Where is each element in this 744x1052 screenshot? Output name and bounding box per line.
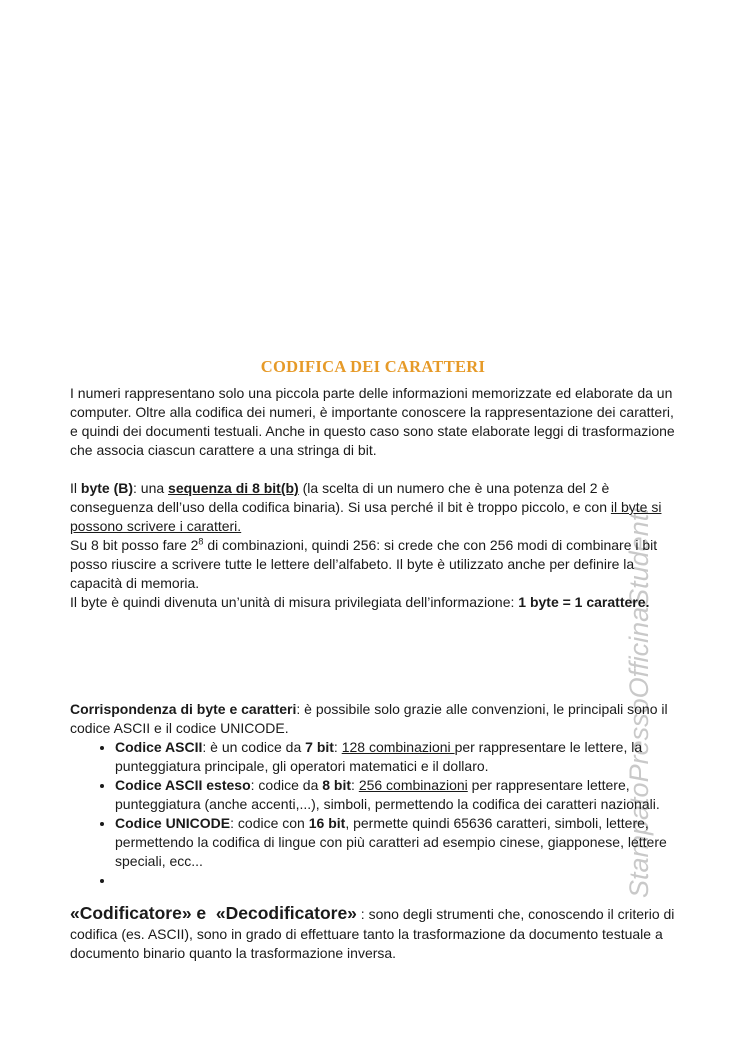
list-item-codice-ascii-esteso: • Codice ASCII esteso: codice da 8 bit: 256 combinazioni per rappresentare lettere, punteggiatura (anche accenti,...), simboli, permettendo la codifica dei caratteri nazionali. [115, 776, 676, 814]
blank-line [70, 460, 676, 479]
paragraph-coder-decoder [70, 904, 676, 964]
list-item-codice-ascii: • Codice ASCII: è un codice da 7 bit: 128 combinazioni per rappresentare le lettere, la punteggiatura principale, gli operatori matematici e il dollaro. [115, 738, 676, 776]
section-gap [70, 612, 676, 700]
coder-decoder-text: : sono degli strumenti che, conoscendo il criterio di codifica (es. ASCII), sono in grado di effettuare tanto la trasformazione da documento testuale a documento binario quanto la trasformazione inversa. [70, 906, 675, 961]
document-body [70, 357, 676, 964]
paragraph-byte-definition: Il byte (B): una sequenza di 8 bit(b) (la scelta di un numero che è una potenza del 2 è conseguenza dell’uso della codifica binaria). Si usa perché il bit è troppo piccolo, e con il byte si possono scrivere i caratteri. [70, 480, 662, 534]
paragraph-correspondence: Corrispondenza di byte e caratteri: è possibile solo grazie alle convenzioni, le principali sono il codice ASCII e il codice UNICODE. [70, 701, 668, 736]
paragraph-intro: I numeri rappresentano solo una piccola parte delle informazioni memorizzate ed elaborate da un computer. Oltre alla codifica dei numeri, è importante conoscere la rappresentazione dei caratteri, e quindi dei documenti testuali. Anche in questo caso sono state elaborate leggi di trasformazione che associa ciascun carattere a una stringa di bit. [70, 385, 675, 458]
code-list [70, 738, 676, 890]
paragraph-byte-combinations: Su 8 bit posso fare $2^8$ di combinazioni, quindi 256: si crede che con 256 modi di combinare i bit posso riuscire a scrivere tutte le lettere dell’alfabeto. Il byte è utilizzato anche per definire la capacità di memoria. [70, 536, 658, 591]
watermark: StampatoPressoOfficinaStudenti [624, 507, 654, 898]
list-item-codice-unicode: • Codice UNICODE: codice con 16 bit, permette quindi 65636 caratteri, simboli, lettere, permettendo la codifica di lingue con più caratteri ad esempio cinese, giapponese, lettere speciali, ecc... [115, 814, 676, 871]
paragraph-byte-unit: Il byte è quindi divenuta un’unità di misura privilegiata dell’informazione: 1 byte = 1 carattere. [70, 594, 650, 610]
list-item-empty [115, 871, 676, 890]
coder-decoder-heading: «Codificatore» e «Decodificatore» [70, 903, 357, 923]
document-title: CODIFICA DEI CARATTERI [260, 357, 486, 376]
